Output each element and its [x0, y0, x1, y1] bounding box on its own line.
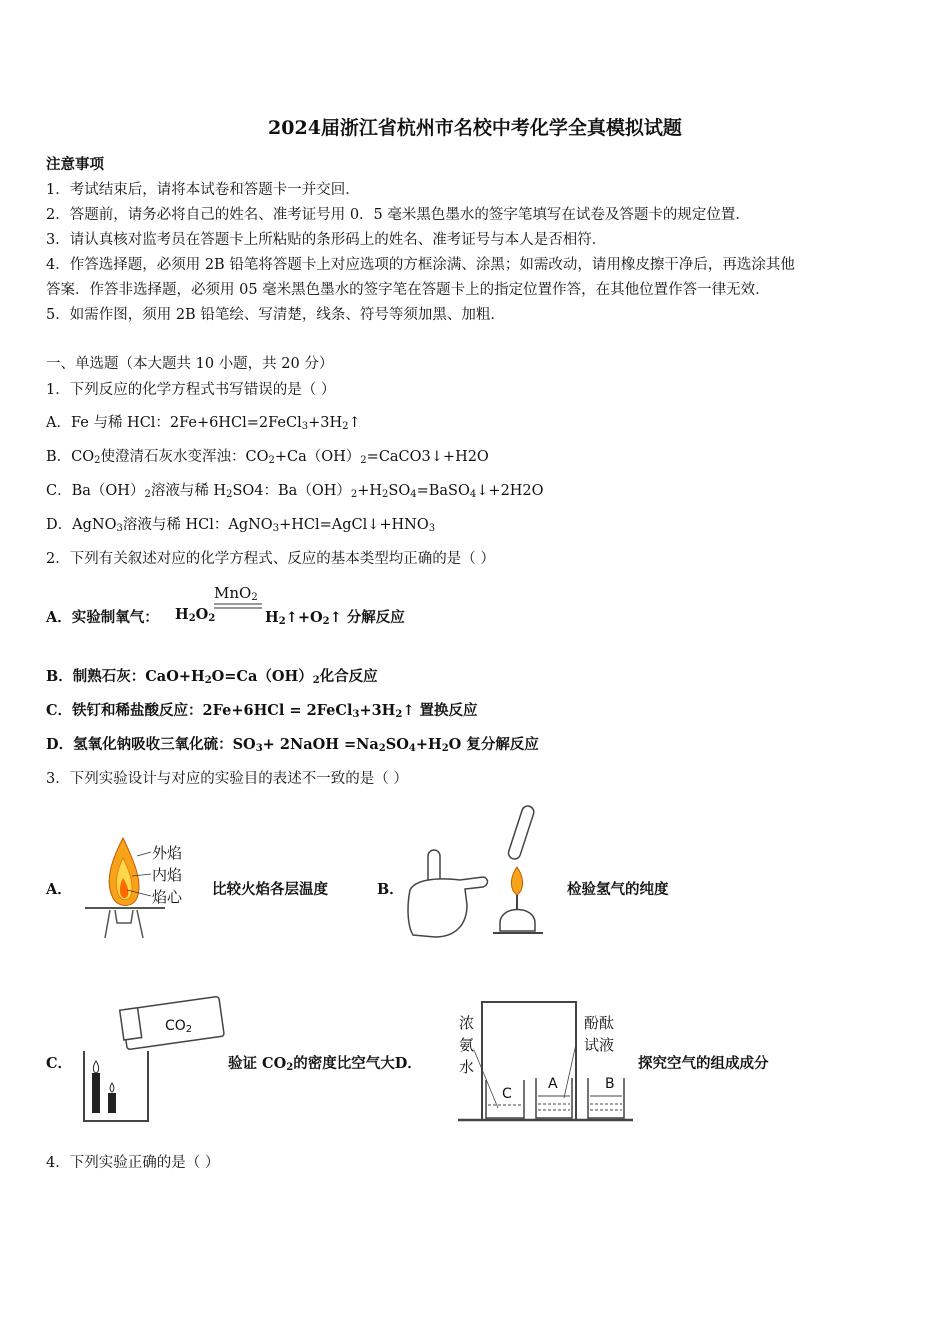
label-ammonia: 氨: [459, 1036, 475, 1054]
q1-option-b: B．$CO_2$使澄清石灰水变浑浊：$CO_2+Ca(OH)_2=CaCO3↓+H2O$: [46, 449, 489, 466]
hydrogen-test-figure: [405, 805, 565, 943]
q4-stem: 4．下列实验正确的是（ ）: [46, 1155, 220, 1171]
hand-icon: [408, 877, 487, 937]
q3-option-c-caption: 验证 $CO_2$的密度比空气大D．: [228, 1055, 422, 1073]
q1-option-a: A．Fe 与稀 HCl：$2Fe+6HCl=2FeCl_3+3H_2↑$: [46, 415, 361, 432]
q2-option-b: B．制熟石灰：$CaO+H_2O=Ca(OH)_2$化合反应: [46, 668, 378, 686]
q3-option-b-caption: 检验氢气的纯度: [567, 881, 669, 898]
q3-option-d-label: D．: [394, 1055, 422, 1072]
q3-option-b-label: B．: [377, 881, 404, 898]
alcohol-lamp-icon: [500, 910, 535, 932]
q2-catalyst: MnO$_2$: [214, 584, 258, 603]
section-heading: 一、单选题（本大题共 10 小题，共 20 分）: [46, 356, 334, 372]
burner-flame-icon: [511, 867, 522, 895]
beaker-a-label: A: [548, 1076, 558, 1092]
q2-option-d: D．氢氧化钠吸收三氧化硫：$SO_3+$ 2NaOH $=Na_2SO_4+H_2O$ 复分解反应: [46, 736, 539, 754]
co2-bottle-label: $CO_2$: [165, 1018, 193, 1035]
q2-option-c: C．铁钉和稀盐酸反应：$2Fe+6HCl = 2FeCl_3+3H_2↑$ 置换反应: [46, 702, 478, 720]
q3-option-c-label: C．: [46, 1055, 73, 1072]
notice-item-2: 2．答题前，请务必将自己的姓名、准考证号用 0．5 毫米黑色墨水的签字笔填写在试卷及答题卡的规定位置．: [46, 207, 750, 223]
notice-item-4-cont: 答案．作答非选择题，必须用 05 毫米黑色墨水的签字笔在答题卡上的指定位置作答，在其他位置作答一律无效．: [46, 282, 770, 298]
q3-option-a-caption: 比较火焰各层温度: [212, 881, 328, 898]
q2-stem: 2．下列有关叙述对应的化学方程式、反应的基本类型均正确的是（ ）: [46, 551, 495, 567]
label-solution: 试液: [584, 1036, 615, 1054]
label-water: 水: [459, 1058, 475, 1076]
inverted-tube-icon: [507, 805, 535, 861]
q3-stem: 3．下列实验设计与对应的实验目的表述不一致的是（ ）: [46, 771, 408, 787]
notice-item-3: 3．请认真核对监考员在答题卡上所粘贴的条形码上的姓名、准考证号与本人是否相符．: [46, 232, 607, 248]
notice-item-5: 5．如需作图，须用 2B 铅笔绘、写清楚，线条、符号等须加黑、加粗．: [46, 307, 505, 323]
equation-arrow-lines: [214, 603, 264, 611]
q1-option-d: D．AgNO$_3$溶液与稀 HCl：$AgNO_3+HCl=AgCl↓+HNO_3$: [46, 517, 436, 534]
q2-option-a-label: A．实验制氧气：: [46, 609, 159, 626]
label-outer-flame: 外焰: [152, 844, 183, 862]
page-title: 2024届浙江省杭州市名校中考化学全真模拟试题: [268, 117, 682, 139]
q1-option-c: C．$Ba(OH)_2$溶液与稀 $H_2SO4$：$Ba(OH)_2+H_2SO_4=BaSO_4↓+2H2O$: [46, 483, 544, 500]
q1-stem: 1．下列反应的化学方程式书写错误的是（ ）: [46, 382, 336, 398]
label-flame-core: 焰心: [152, 888, 183, 906]
q2-option-a-reactant: $H_2O_2$: [175, 606, 216, 624]
label-conc: 浓: [459, 1014, 475, 1032]
q3-option-a-label: A．: [46, 881, 72, 898]
tall-candle-icon: [92, 1073, 100, 1113]
co2-pour-figure: [84, 993, 229, 1123]
label-inner-flame: 内焰: [152, 866, 183, 884]
q3-option-d-caption: 探究空气的组成成分: [638, 1055, 769, 1072]
beaker-c-label: C: [502, 1086, 512, 1102]
beaker-b-label: B: [605, 1076, 615, 1092]
q2-option-a-products: $H_2↑+O_2↑$ 分解反应: [265, 609, 405, 627]
notice-item-4: 4．作答选择题，必须用 2B 铅笔将答题卡上对应选项的方框涂满、涂黑；如需改动，请用橡皮擦干净后，再选涂其他: [46, 257, 795, 273]
bell-jar-icon: [482, 1002, 576, 1120]
short-candle-icon: [108, 1093, 116, 1113]
notice-item-1: 1．考试结束后，请将本试卷和答题卡一并交回．: [46, 182, 360, 198]
label-phenolphthalein: 酚酞: [584, 1014, 615, 1032]
notice-heading: 注意事项: [46, 156, 104, 173]
